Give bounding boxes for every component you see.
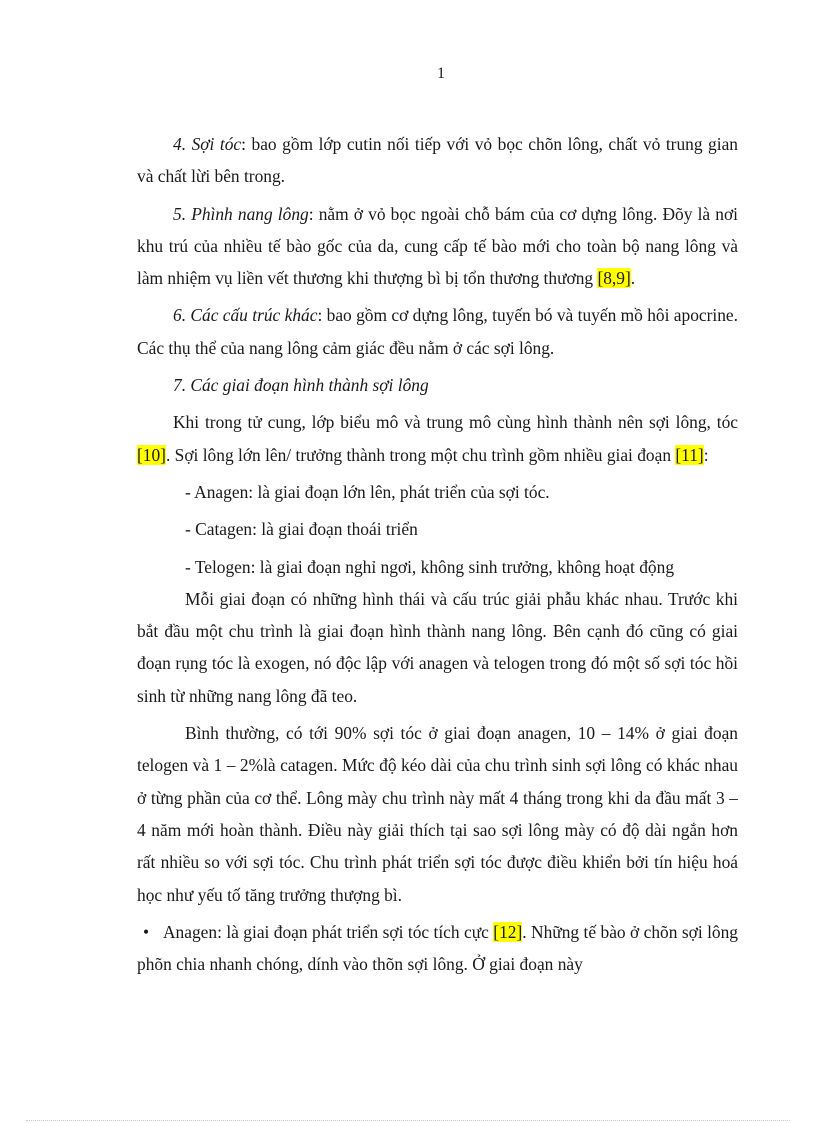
text-anagen-2: . Những tế bào ở chõn sợi lông phõn chia nhanh chóng, dính vào thõn sợi lông. Ở giai đoạn này	[137, 921, 738, 975]
term-bulge: 5. Phình nang lông	[173, 203, 309, 224]
paragraph-bulge	[137, 198, 738, 295]
list-item-anagen: - Anagen: là giai đoạn lớn lên, phát triển của sợi tóc.	[185, 481, 550, 502]
citation-10: [10]	[137, 444, 166, 465]
paragraph-anagen-detail	[137, 916, 738, 981]
paragraph-formation	[137, 406, 738, 471]
text-anagen-1: Anagen: là giai đoạn phát triển sợi tóc tích cực	[163, 921, 494, 942]
term-hair-shaft: 4. Sợi tóc	[173, 134, 242, 154]
text-formation-1: Khi trong tử cung, lớp biểu mô và trung mô cùng hình thành nên sợi lông, tóc	[173, 412, 738, 433]
paragraph-stage-shapes: Mỗi giai đoạn có những hình thái và cấu trúc giải phẫu khác nhau. Trước khi bắt đầu một chu trình là giai đoạn hình thành nang lông. Bên cạnh đó cũng có giai đoạn rụng tóc là exogen, nó độc lập với anagen và telogen trong đó một số sợi tóc hồi sinh từ những nang lông đã teo.	[137, 588, 738, 706]
page-body	[137, 128, 738, 980]
citation-12: [12]	[493, 921, 523, 942]
citation-11: [11]	[675, 444, 704, 465]
term-other-structures: 6. Các cấu trúc khác	[173, 305, 318, 326]
text-formation-2: . Sợi lông lớn lên/ trưởng thành trong một chu trình gồm nhiều giai đoạn	[165, 444, 676, 465]
text-bulge-end: .	[630, 268, 636, 289]
citation-8-9: [8,9]	[597, 268, 631, 289]
page-number: 1	[437, 65, 445, 82]
text-other-structures: : bao gồm cơ dựng lông, tuyến bó và tuyến mồ hôi apocrine. Các thụ thể của nang lông cảm giác đều nằm ở các sợi lông.	[137, 305, 738, 358]
heading-stages: 7. Các giai đoạn hình thành sợi lông	[173, 375, 429, 396]
paragraph-normal-ratios: Bình thường, có tới 90% sợi tóc ở giai đoạn anagen, 10 – 14% ở giai đoạn telogen và 1 – 2%là catagen. Mức độ kéo dài của chu trình sinh sợi lông có khác nhau ở từng phần của cơ thể. Lông mày chu trình này mất 4 tháng trong khi da đầu mất 3 – 4 năm mới hoàn thành. Điều này giải thích tại sao sợi lông mày có độ dài ngắn hơn rất nhiều so với sợi tóc. Chu trình phát triển sợi tóc được điều khiển bởi tín hiệu hoá học như yếu tố tăng trưởng thượng bì.	[137, 723, 738, 905]
text-formation-3: :	[703, 444, 709, 465]
page-bottom-rule	[26, 1120, 790, 1121]
list-item-catagen: - Catagen: là giai đoạn thoái triển	[185, 519, 418, 540]
list-item-telogen: - Telogen: là giai đoạn nghỉ ngơi, không sinh trưởng, không hoạt động	[185, 556, 675, 577]
text-hair-shaft: : bao gồm lớp cutin nối tiếp với vỏ bọc chõn lông, chất vỏ trung gian và chất lừi bên trong.	[137, 134, 738, 187]
paragraph-other-structures	[137, 299, 738, 364]
bullet-icon: •	[143, 921, 150, 942]
paragraph-hair-shaft	[137, 128, 738, 193]
section-heading-stages	[137, 369, 738, 401]
text-bulge: : nằm ở vỏ bọc ngoài chỗ bám của cơ dựng lông. Đõy là nơi khu trú của nhiều tế bào gốc của da, cung cấp tế bào mới cho toàn bộ nang lông và làm nhiệm vụ liền vết thương khi thượng bì bị tổn thương thương	[137, 203, 739, 289]
